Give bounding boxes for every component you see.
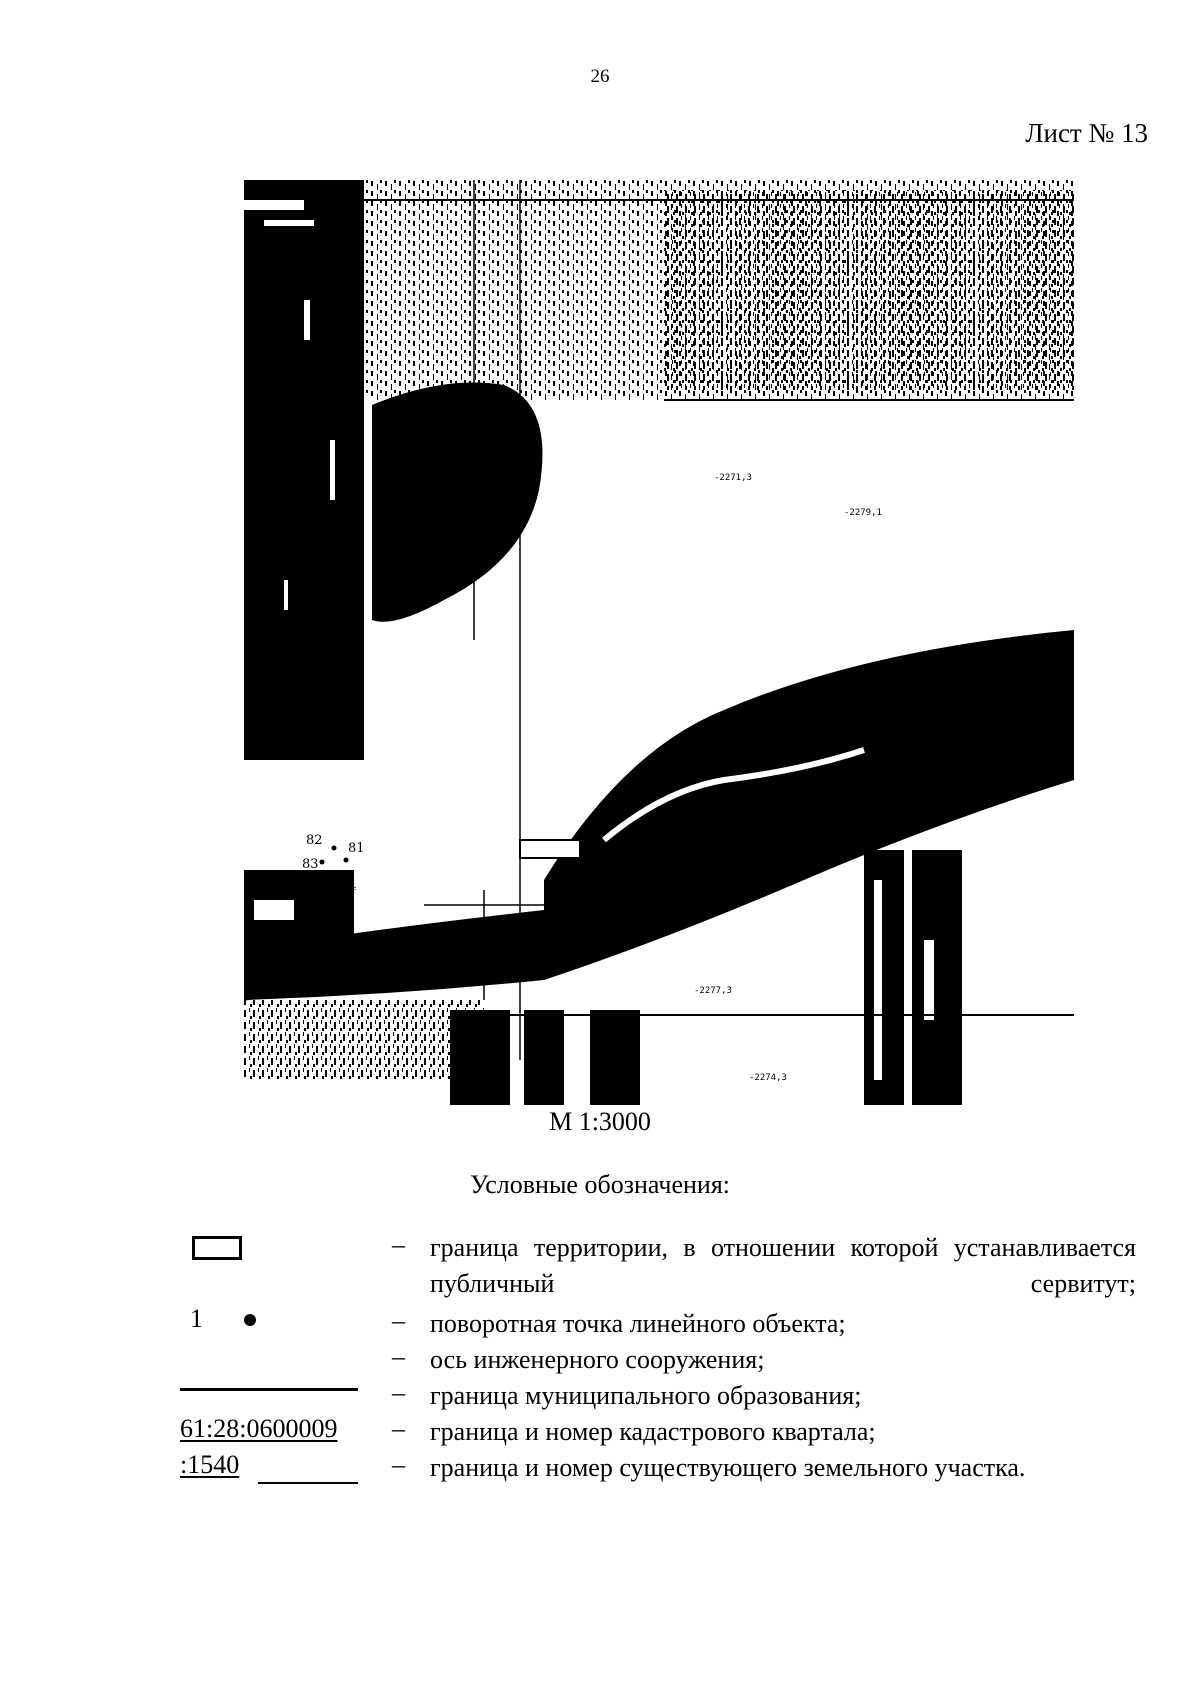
legend-dash: – [392,1306,405,1335]
point-symbol-number: 1 [190,1304,203,1333]
elevation-label: -2277,3 [694,986,732,996]
point-label: 83 [302,857,319,872]
legend-dash: – [392,1230,405,1259]
point-label: 81 [348,841,365,856]
legend-item-label: граница и номер кадастрового квартала; [430,1417,876,1446]
sheet-label: Лист № 13 [1025,118,1148,148]
legend-item-label: граница территории, в отношении которой устанавливается публичный сервитут; [430,1233,1136,1298]
parcel-number-symbol: :1540 [180,1450,360,1482]
point-label: 82 [306,833,323,848]
legend-item-label: граница и номер существующего земельного участка. [430,1453,1026,1482]
building-block [864,850,904,1105]
point-icon [180,1302,360,1334]
legend-item-label: ось инженерного сооружения; [430,1345,765,1374]
legend-dash: – [392,1450,405,1479]
elevation-label: -2279,1 [844,508,882,518]
page-number: 26 [590,66,610,87]
legend-item-label: поворотная точка линейного объекта; [430,1309,846,1338]
legend-title: Условные обозначения: [469,1170,731,1199]
building-block [450,1010,510,1105]
map-scale: М 1:3000 [549,1107,651,1136]
easement-boundary [520,840,580,858]
elevation-label: -2274,3 [749,1073,787,1083]
thick-line-icon [180,1364,360,1396]
map-image [244,180,1074,1105]
point-label: 84 [340,879,357,894]
legend-dash: – [392,1378,405,1407]
forest-area-left [244,180,364,760]
cadastral-number-symbol: 61:28:0600009 [180,1414,338,1443]
forest-area-center [372,383,542,622]
rect-outline-icon [180,1236,360,1268]
elevation-label: -2271,3 [714,473,752,483]
legend-dash: – [392,1342,405,1371]
legend-item-label: граница муниципального образования; [430,1381,862,1410]
ravine-forest [544,630,1074,980]
legend [0,1230,1200,1530]
legend-dash: – [392,1414,405,1443]
